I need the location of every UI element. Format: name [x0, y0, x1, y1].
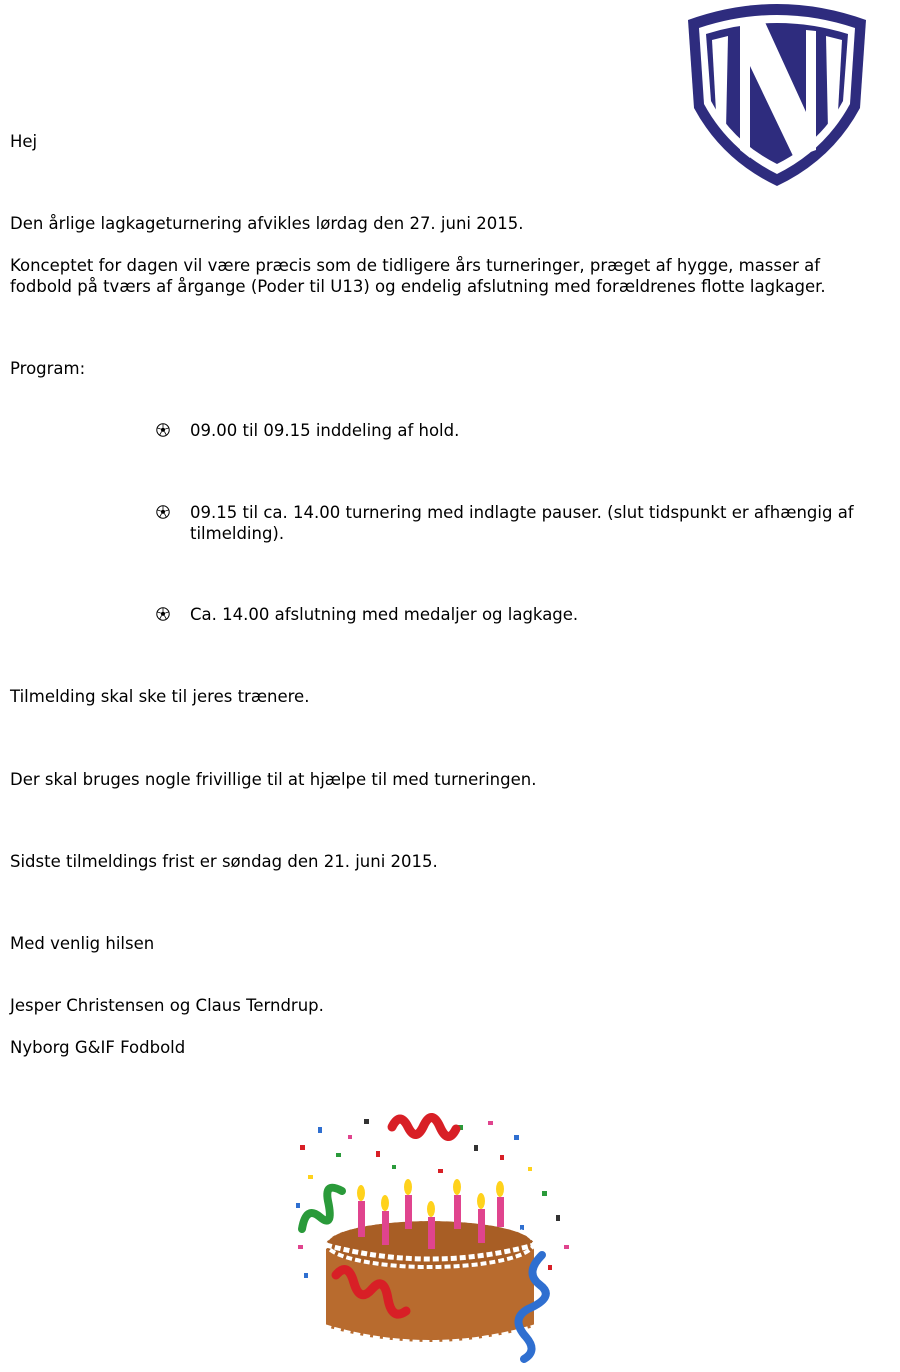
deadline-text: Sidste tilmeldings frist er søndag den 21. juni 2015. [10, 852, 438, 871]
volunteers-text: Der skal bruges nogle frivillige til at hjælpe til med turneringen. [10, 770, 537, 789]
concept-text: Konceptet for dagen vil være præcis som de tidligere års turneringer, præget af hygge, masser af fodbold på tværs af årgange (Poder til U13) og endelig afslutning med forældrenes flotte lagkager. [10, 256, 826, 296]
soccer-ball-icon [156, 505, 170, 519]
greeting: Hej [10, 132, 38, 151]
birthday-cake-image [288, 1105, 583, 1367]
program-item-text: 09.00 til 09.15 inddeling af hold. [190, 421, 460, 440]
program-item-text: Ca. 14.00 afslutning med medaljer og lagkage. [190, 605, 579, 624]
soccer-ball-icon [156, 423, 170, 437]
signers-text: Jesper Christensen og Claus Terndrup. [10, 996, 324, 1015]
soccer-ball-icon [156, 607, 170, 621]
program-item-text: 09.15 til ca. 14.00 turnering med indlagte pauser. (slut tidspunkt er afhængig af tilmelding). [190, 503, 854, 543]
club-name: Nyborg G&IF Fodbold [10, 1038, 186, 1057]
club-logo [682, 0, 872, 188]
program-heading: Program: [10, 359, 86, 378]
intro-text: Den årlige lagkageturnering afvikles lørdag den 27. juni 2015. [10, 214, 524, 233]
registration-text: Tilmelding skal ske til jeres trænere. [10, 687, 310, 706]
closing-text: Med venlig hilsen [10, 934, 155, 953]
